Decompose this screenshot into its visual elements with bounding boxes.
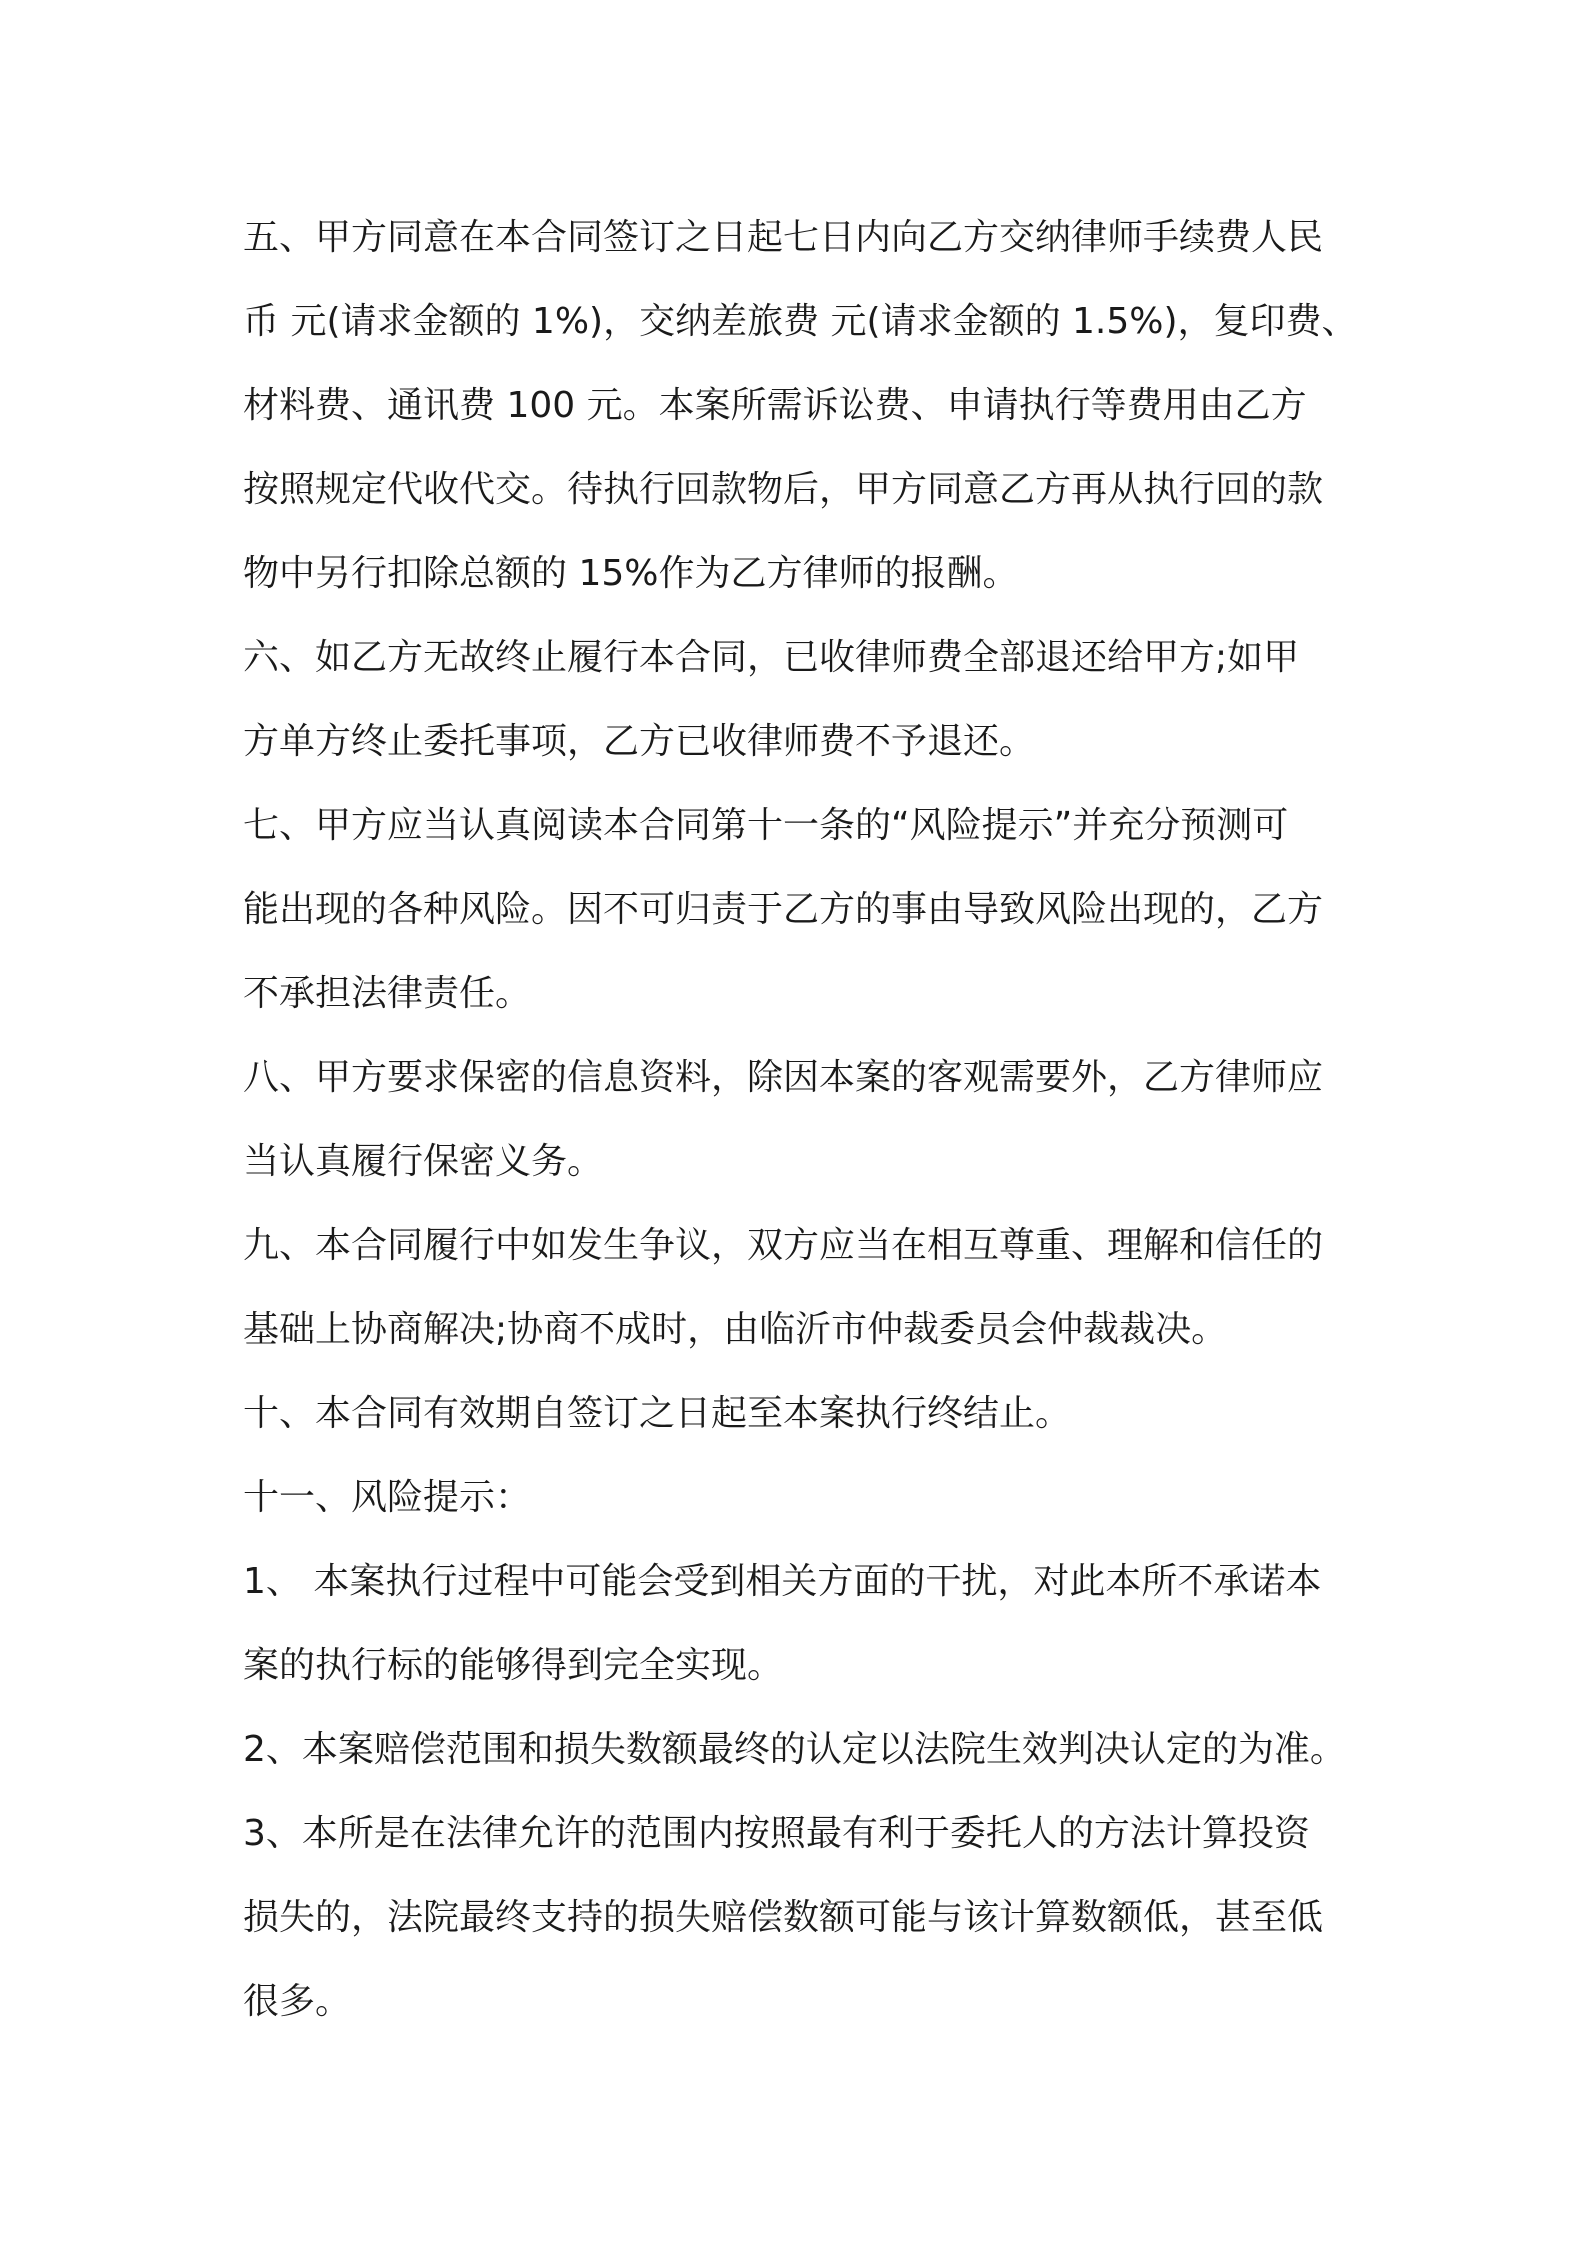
text-line: 2、本案赔偿范围和损失数额最终的认定以法院生效判决认定的为准。	[243, 1729, 1346, 1770]
contract-text	[243, 196, 1358, 2044]
text-line: 能出现的各种风险。因不可归责于乙方的事由导致风险出现的，乙方	[243, 889, 1324, 930]
text-line: 方单方终止委托事项，乙方已收律师费不予退还。	[243, 721, 1036, 762]
text-line: 物中另行扣除总额的 15%作为乙方律师的报酬。	[243, 553, 1019, 594]
text-line: 3、本所是在法律允许的范围内按照最有利于委托人的方法计算投资	[243, 1813, 1310, 1854]
text-line: 币 元(请求金额的 1%)，交纳差旅费 元(请求金额的 1.5%)，复印费、	[243, 301, 1358, 342]
text-line: 按照规定代收代交。待执行回款物后，甲方同意乙方再从执行回的款	[243, 469, 1324, 510]
text-line: 十、本合同有效期自签订之日起至本案执行终结止。	[243, 1393, 1072, 1434]
text-line: 八、甲方要求保密的信息资料，除因本案的客观需要外，乙方律师应	[243, 1057, 1324, 1098]
text-line: 六、如乙方无故终止履行本合同，已收律师费全部退还给甲方;如甲	[243, 637, 1300, 678]
text-line: 五、甲方同意在本合同签订之日起七日内向乙方交纳律师手续费人民	[243, 217, 1324, 258]
text-line: 不承担法律责任。	[243, 973, 532, 1014]
text-line: 当认真履行保密义务。	[243, 1141, 604, 1182]
text-line: 1、 本案执行过程中可能会受到相关方面的干扰，对此本所不承诺本	[243, 1561, 1322, 1602]
text-line: 材料费、通讯费 100 元。本案所需诉讼费、申请执行等费用由乙方	[243, 385, 1307, 426]
text-line: 损失的，法院最终支持的损失赔偿数额可能与该计算数额低，甚至低	[243, 1897, 1324, 1938]
text-line: 案的执行标的能够得到完全实现。	[243, 1645, 784, 1686]
text-line: 很多。	[243, 1981, 352, 2022]
text-line: 九、本合同履行中如发生争议，双方应当在相互尊重、理解和信任的	[243, 1225, 1324, 1266]
text-line: 基础上协商解决;协商不成时，由临沂市仲裁委员会仲裁裁决。	[243, 1309, 1228, 1350]
text-line: 十一、风险提示：	[243, 1477, 532, 1518]
text-line: 七、甲方应当认真阅读本合同第十一条的“风险提示”并充分预测可	[243, 805, 1289, 846]
